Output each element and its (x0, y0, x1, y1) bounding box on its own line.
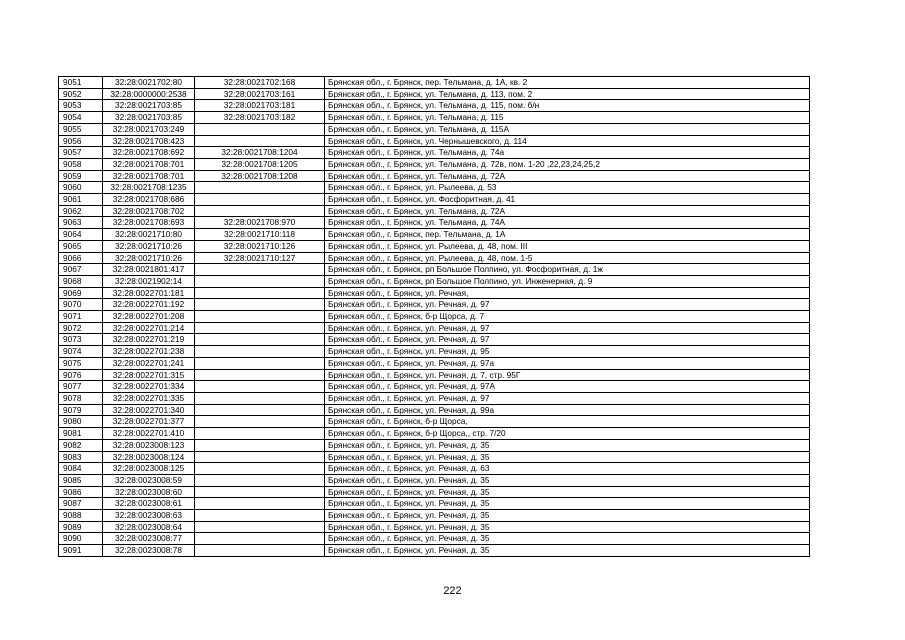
table-row (59, 182, 810, 194)
table-row (59, 451, 810, 463)
row-number-cell: 9066 (59, 252, 103, 264)
cadastral-number-cell: 32:28:0021703:85 (103, 100, 195, 112)
related-cadastral-number-cell (195, 135, 325, 147)
address-cell: Брянская обл., г. Брянск, ул. Речная, д. 97 (325, 392, 810, 404)
cadastral-number-cell: 32:28:0021708:423 (103, 135, 195, 147)
cadastral-number-cell: 32:28:0023008:61 (103, 498, 195, 510)
page-number: 222 (443, 585, 462, 597)
related-cadastral-number-cell (195, 521, 325, 533)
address-cell: Брянская обл., г. Брянск, ул. Тельмана, д. 72А (325, 170, 810, 182)
related-cadastral-number-cell: 32:28:0021710:118 (195, 229, 325, 241)
row-number-cell: 9077 (59, 381, 103, 393)
address-cell: Брянская обл., г. Брянск, ул. Речная, д. 97 (325, 334, 810, 346)
row-number-cell: 9062 (59, 205, 103, 217)
related-cadastral-number-cell (195, 287, 325, 299)
cadastral-number-cell: 32:28:0022701:214 (103, 322, 195, 334)
related-cadastral-number-cell (195, 428, 325, 440)
cadastral-number-cell: 32:28:0022701:335 (103, 392, 195, 404)
row-number-cell: 9063 (59, 217, 103, 229)
row-number-cell: 9084 (59, 463, 103, 475)
row-number-cell: 9056 (59, 135, 103, 147)
table-row (59, 77, 810, 89)
table-body (59, 77, 810, 557)
table-row (59, 88, 810, 100)
table-row (59, 392, 810, 404)
related-cadastral-number-cell (195, 182, 325, 194)
cadastral-number-cell: 32:28:0021710:80 (103, 229, 195, 241)
table-row (59, 217, 810, 229)
row-number-cell: 9082 (59, 439, 103, 451)
address-cell: Брянская обл., г. Брянск, ул. Тельмана, д. 72А (325, 205, 810, 217)
related-cadastral-number-cell (195, 311, 325, 323)
cadastral-number-cell: 32:28:0022701:315 (103, 369, 195, 381)
table-row (59, 170, 810, 182)
related-cadastral-number-cell (195, 264, 325, 276)
related-cadastral-number-cell (195, 381, 325, 393)
address-cell: Брянская обл., г. Брянск, ул. Тельмана, д. 72в, пом. 1-20 ,22,23,24,25,2 (325, 158, 810, 170)
related-cadastral-number-cell (195, 369, 325, 381)
related-cadastral-number-cell (195, 194, 325, 206)
cadastral-number-cell: 32:28:0022701:181 (103, 287, 195, 299)
row-number-cell: 9053 (59, 100, 103, 112)
related-cadastral-number-cell (195, 451, 325, 463)
cadastral-number-cell: 32:28:0021708:692 (103, 147, 195, 159)
table-row (59, 311, 810, 323)
row-number-cell: 9085 (59, 474, 103, 486)
related-cadastral-number-cell: 32:28:0021703:161 (195, 88, 325, 100)
address-cell: Брянская обл., г. Брянск, ул. Фосфоритная, д. 41 (325, 194, 810, 206)
row-number-cell: 9055 (59, 123, 103, 135)
table-row (59, 334, 810, 346)
cadastral-number-cell: 32:28:0021710:26 (103, 252, 195, 264)
related-cadastral-number-cell (195, 346, 325, 358)
related-cadastral-number-cell (195, 404, 325, 416)
row-number-cell: 9091 (59, 545, 103, 557)
address-cell: Брянская обл., г. Брянск, ул. Речная, д. 35 (325, 486, 810, 498)
cadastral-number-cell: 32:28:0022701:219 (103, 334, 195, 346)
related-cadastral-number-cell (195, 486, 325, 498)
cadastral-number-cell: 32:28:0022701:241 (103, 357, 195, 369)
address-cell: Брянская обл., г. Брянск, ул. Рылеева, д. 48, пом. III (325, 240, 810, 252)
table-row (59, 123, 810, 135)
related-cadastral-number-cell (195, 357, 325, 369)
address-cell: Брянская обл., г. Брянск, ул. Речная, д. 95 (325, 346, 810, 358)
row-number-cell: 9059 (59, 170, 103, 182)
related-cadastral-number-cell: 32:28:0021708:1208 (195, 170, 325, 182)
address-cell: Брянская обл., г. Брянск, ул. Рылеева, д. 48, пом. 1-5 (325, 252, 810, 264)
address-cell: Брянская обл., г. Брянск, ул. Тельмана, д. 115, пом. б/н (325, 100, 810, 112)
address-cell: Брянская обл., г. Брянск, ул. Рылеева, д. 53 (325, 182, 810, 194)
row-number-cell: 9057 (59, 147, 103, 159)
address-cell: Брянская обл., г. Брянск, ул. Чернышевского, д. 114 (325, 135, 810, 147)
row-number-cell: 9065 (59, 240, 103, 252)
address-cell: Брянская обл., г. Брянск, ул. Речная, д. 35 (325, 439, 810, 451)
related-cadastral-number-cell (195, 416, 325, 428)
cadastral-number-cell: 32:28:0021902:14 (103, 275, 195, 287)
row-number-cell: 9064 (59, 229, 103, 241)
row-number-cell: 9079 (59, 404, 103, 416)
address-cell: Брянская обл., г. Брянск, б-р Щорса, д. 7 (325, 311, 810, 323)
cadastral-number-cell: 32:28:0023008:59 (103, 474, 195, 486)
address-cell: Брянская обл., г. Брянск, ул. Речная, д. 63 (325, 463, 810, 475)
related-cadastral-number-cell (195, 123, 325, 135)
row-number-cell: 9054 (59, 112, 103, 124)
row-number-cell: 9076 (59, 369, 103, 381)
row-number-cell: 9087 (59, 498, 103, 510)
related-cadastral-number-cell (195, 299, 325, 311)
table-row (59, 369, 810, 381)
table-row (59, 439, 810, 451)
cadastral-number-cell: 32:28:0023008:124 (103, 451, 195, 463)
cadastral-number-cell: 32:28:0023008:78 (103, 545, 195, 557)
address-cell: Брянская обл., г. Брянск, ул. Речная, д. 97а (325, 357, 810, 369)
cadastral-number-cell: 32:28:0022701:377 (103, 416, 195, 428)
related-cadastral-number-cell (195, 463, 325, 475)
address-cell: Брянская обл., г. Брянск, рп Большое Полпино, ул. Фосфоритная, д. 1ж (325, 264, 810, 276)
row-number-cell: 9071 (59, 311, 103, 323)
table-row (59, 428, 810, 440)
row-number-cell: 9088 (59, 510, 103, 522)
related-cadastral-number-cell: 32:28:0021703:182 (195, 112, 325, 124)
address-cell: Брянская обл., г. Брянск, ул. Речная, д. 35 (325, 533, 810, 545)
address-cell: Брянская обл., г. Брянск, ул. Речная, д. 35 (325, 451, 810, 463)
related-cadastral-number-cell: 32:28:0021702:168 (195, 77, 325, 89)
row-number-cell: 9081 (59, 428, 103, 440)
cadastral-number-cell: 32:28:0021703:249 (103, 123, 195, 135)
cadastral-number-cell: 32:28:0023008:77 (103, 533, 195, 545)
related-cadastral-number-cell: 32:28:0021708:1205 (195, 158, 325, 170)
related-cadastral-number-cell (195, 439, 325, 451)
cadastral-number-cell: 32:28:0000000:2538 (103, 88, 195, 100)
table-row (59, 521, 810, 533)
related-cadastral-number-cell: 32:28:0021710:127 (195, 252, 325, 264)
row-number-cell: 9086 (59, 486, 103, 498)
row-number-cell: 9070 (59, 299, 103, 311)
address-cell: Брянская обл., г. Брянск, ул. Речная, д. 97 (325, 299, 810, 311)
table-row (59, 299, 810, 311)
address-cell: Брянская обл., г. Брянск, ул. Речная, д. 35 (325, 474, 810, 486)
row-number-cell: 9080 (59, 416, 103, 428)
address-cell: Брянская обл., г. Брянск, ул. Речная, д. 35 (325, 545, 810, 557)
address-cell: Брянская обл., г. Брянск, рп Большое Полпино, ул. Инженерная, д. 9 (325, 275, 810, 287)
related-cadastral-number-cell (195, 474, 325, 486)
cadastral-table (58, 76, 810, 557)
address-cell: Брянская обл., г. Брянск, б-р Щорса,, стр. 7/20 (325, 428, 810, 440)
row-number-cell: 9069 (59, 287, 103, 299)
table-row (59, 404, 810, 416)
cadastral-number-cell: 32:28:0021703:85 (103, 112, 195, 124)
cadastral-number-cell: 32:28:0021708:702 (103, 205, 195, 217)
row-number-cell: 9078 (59, 392, 103, 404)
address-cell: Брянская обл., г. Брянск, ул. Речная, (325, 287, 810, 299)
related-cadastral-number-cell (195, 392, 325, 404)
row-number-cell: 9075 (59, 357, 103, 369)
table-row (59, 498, 810, 510)
cadastral-number-cell: 32:28:0022701:334 (103, 381, 195, 393)
cadastral-number-cell: 32:28:0023008:63 (103, 510, 195, 522)
table-row (59, 194, 810, 206)
table-row (59, 322, 810, 334)
related-cadastral-number-cell (195, 322, 325, 334)
cadastral-number-cell: 32:28:0021708:701 (103, 158, 195, 170)
row-number-cell: 9061 (59, 194, 103, 206)
cadastral-number-cell: 32:28:0021710:26 (103, 240, 195, 252)
cadastral-number-cell: 32:28:0023008:125 (103, 463, 195, 475)
cadastral-number-cell: 32:28:0021708:1235 (103, 182, 195, 194)
cadastral-number-cell: 32:28:0023008:64 (103, 521, 195, 533)
row-number-cell: 9072 (59, 322, 103, 334)
address-cell: Брянская обл., г. Брянск, пер. Тельмана, д. 1А (325, 229, 810, 241)
table-row (59, 264, 810, 276)
row-number-cell: 9051 (59, 77, 103, 89)
cadastral-number-cell: 32:28:0021708:686 (103, 194, 195, 206)
address-cell: Брянская обл., г. Брянск, ул. Речная, д. 35 (325, 498, 810, 510)
related-cadastral-number-cell (195, 275, 325, 287)
cadastral-number-cell: 32:28:0022701:238 (103, 346, 195, 358)
table-row (59, 158, 810, 170)
related-cadastral-number-cell (195, 205, 325, 217)
row-number-cell: 9052 (59, 88, 103, 100)
table-row (59, 381, 810, 393)
related-cadastral-number-cell: 32:28:0021703:181 (195, 100, 325, 112)
address-cell: Брянская обл., г. Брянск, ул. Речная, д. 35 (325, 510, 810, 522)
cadastral-number-cell: 32:28:0023008:123 (103, 439, 195, 451)
address-cell: Брянская обл., г. Брянск, ул. Речная, д. 97 (325, 322, 810, 334)
table-row (59, 463, 810, 475)
cadastral-number-cell: 32:28:0022701:208 (103, 311, 195, 323)
cadastral-number-cell: 32:28:0022701:340 (103, 404, 195, 416)
table-row (59, 100, 810, 112)
table-row (59, 474, 810, 486)
related-cadastral-number-cell (195, 498, 325, 510)
row-number-cell: 9058 (59, 158, 103, 170)
table-row (59, 252, 810, 264)
cadastral-number-cell: 32:28:0021801:417 (103, 264, 195, 276)
table-row (59, 533, 810, 545)
related-cadastral-number-cell (195, 545, 325, 557)
address-cell: Брянская обл., г. Брянск, ул. Речная, д. 99а (325, 404, 810, 416)
row-number-cell: 9074 (59, 346, 103, 358)
related-cadastral-number-cell (195, 334, 325, 346)
address-cell: Брянская обл., г. Брянск, ул. Речная, д. 7, стр. 95Г (325, 369, 810, 381)
table-row (59, 135, 810, 147)
table-row (59, 112, 810, 124)
row-number-cell: 9089 (59, 521, 103, 533)
related-cadastral-number-cell: 32:28:0021710:126 (195, 240, 325, 252)
address-cell: Брянская обл., г. Брянск, ул. Речная, д. 35 (325, 521, 810, 533)
table-row (59, 510, 810, 522)
row-number-cell: 9060 (59, 182, 103, 194)
row-number-cell: 9083 (59, 451, 103, 463)
table-row (59, 486, 810, 498)
table-row (59, 416, 810, 428)
cadastral-number-cell: 32:28:0023008:60 (103, 486, 195, 498)
address-cell: Брянская обл., г. Брянск, ул. Тельмана, д. 115 (325, 112, 810, 124)
row-number-cell: 9068 (59, 275, 103, 287)
cadastral-number-cell: 32:28:0021702:80 (103, 77, 195, 89)
table-row (59, 346, 810, 358)
related-cadastral-number-cell: 32:28:0021708:1204 (195, 147, 325, 159)
related-cadastral-number-cell: 32:28:0021708:970 (195, 217, 325, 229)
related-cadastral-number-cell (195, 533, 325, 545)
row-number-cell: 9090 (59, 533, 103, 545)
address-cell: Брянская обл., г. Брянск, ул. Тельмана, д. 74а (325, 147, 810, 159)
address-cell: Брянская обл., г. Брянск, ул. Речная, д. 97А (325, 381, 810, 393)
table-row (59, 545, 810, 557)
cadastral-number-cell: 32:28:0021708:693 (103, 217, 195, 229)
table-row (59, 275, 810, 287)
related-cadastral-number-cell (195, 510, 325, 522)
address-cell: Брянская обл., г. Брянск, ул. Тельмана, д. 115А (325, 123, 810, 135)
address-cell: Брянская обл., г. Брянск, ул. Тельмана, д. 113, пом. 2 (325, 88, 810, 100)
row-number-cell: 9067 (59, 264, 103, 276)
table-row (59, 240, 810, 252)
cadastral-number-cell: 32:28:0021708:701 (103, 170, 195, 182)
row-number-cell: 9073 (59, 334, 103, 346)
table-row (59, 287, 810, 299)
address-cell: Брянская обл., г. Брянск, б-р Щорса, (325, 416, 810, 428)
address-cell: Брянская обл., г. Брянск, пер. Тельмана, д. 1А, кв. 2 (325, 77, 810, 89)
address-cell: Брянская обл., г. Брянск, ул. Тельмана, д. 74А (325, 217, 810, 229)
table-row (59, 205, 810, 217)
table-row (59, 147, 810, 159)
cadastral-number-cell: 32:28:0022701:410 (103, 428, 195, 440)
table-row (59, 229, 810, 241)
cadastral-number-cell: 32:28:0022701:192 (103, 299, 195, 311)
table-row (59, 357, 810, 369)
